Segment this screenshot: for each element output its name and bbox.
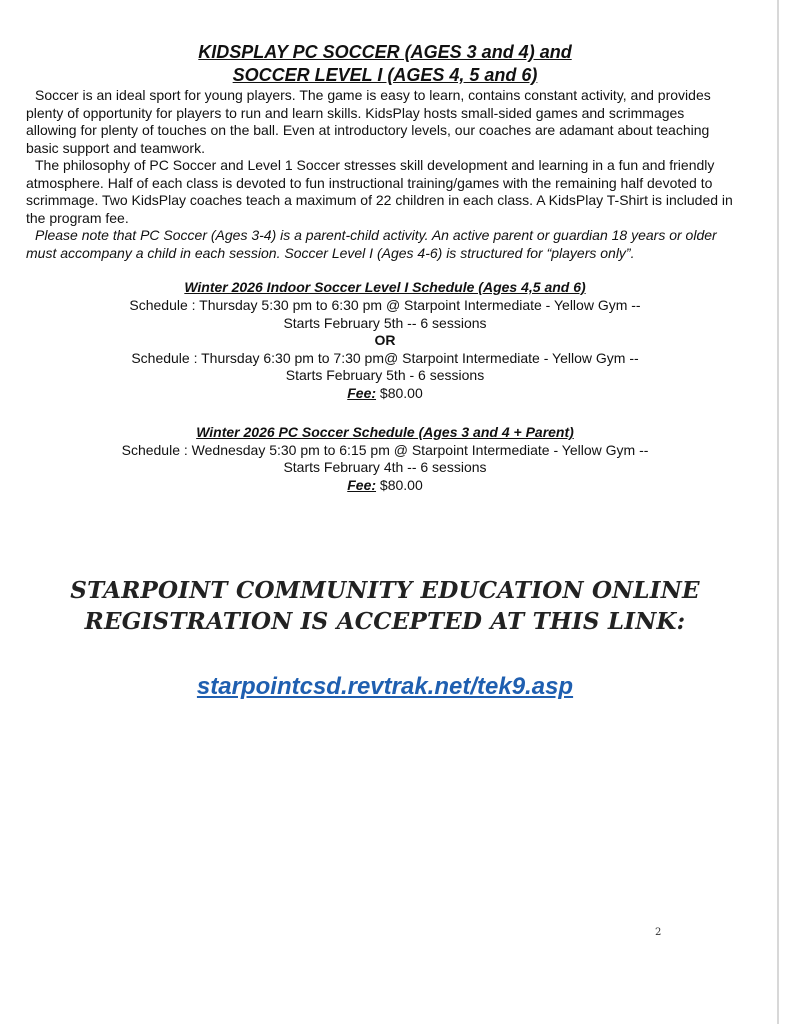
schedule-1-title: Winter 2026 Indoor Soccer Level I Schedule (Ages 4,5 and 6) [184,279,586,295]
schedule-1-option-1-line-1: Schedule : Thursday 5:30 pm to 6:30 pm @ Starpoint Intermediate - Yellow Gym -- [129,297,641,313]
schedule-2-title: Winter 2026 PC Soccer Schedule (Ages 3 and 4 + Parent) [196,424,574,440]
schedule-1-or-label: OR [374,332,396,348]
intro-paragraph: Soccer is an ideal sport for young players. The game is easy to learn, contains constant activity, and provides plenty of opportunity for players to run and learn skills. KidsPlay hosts small-sided games and scrimmages allowing for plenty of touches on the ball. Even at introductory levels, our coaches are adamant about teaching basic support and teamwork. [26,87,711,156]
schedule-1-fee-value: $80.00 [379,385,423,401]
registration-heading-line-2: REGISTRATION IS ACCEPTED AT THIS LINK: [84,608,686,635]
page-edge-line [777,0,779,1024]
schedule-1-option-2-line-2: Starts February 5th - 6 sessions [285,367,485,383]
page-number: 2 [655,927,662,938]
schedule-2-line-1: Schedule : Wednesday 5:30 pm to 6:15 pm @ Starpoint Intermediate - Yellow Gym -- [121,442,649,458]
registration-heading-line-1: STARPOINT COMMUNITY EDUCATION ONLINE [70,577,700,604]
schedule-1-option-1-line-2: Starts February 5th -- 6 sessions [283,315,487,331]
schedule-2-fee [0,477,770,495]
parent-note-paragraph: Please note that PC Soccer (Ages 3-4) is a parent-child activity. An active parent or guardian 18 years or older must accompany a child in each session. Soccer Level I (Ages 4-6) is structured for “players only”. [26,227,717,261]
schedule-1-option-2-line-1: Schedule : Thursday 6:30 pm to 7:30 pm@ Starpoint Intermediate - Yellow Gym -- [131,350,639,366]
title-line-2: SOCCER LEVEL I (AGES 4, 5 and 6) [232,65,538,85]
schedule-1-fee-label: Fee: [347,385,377,401]
schedule-2-fee-label: Fee: [347,477,377,493]
schedule-2-line-2: Starts February 4th -- 6 sessions [283,459,487,475]
schedule-1-fee [0,385,770,403]
schedule-2-fee-value: $80.00 [379,477,423,493]
registration-link[interactable]: starpointcsd.revtrak.net/tek9.asp [196,673,574,700]
title-line-1: KIDSPLAY PC SOCCER (AGES 3 and 4) and [198,42,572,62]
philosophy-paragraph: The philosophy of PC Soccer and Level 1 Soccer stresses skill development and learning in a fun and friendly atmosphere. Half of each class is devoted to fun instructional training/games with the remaining half devoted to scrimmage. Two KidsPlay coaches teach a maximum of 22 children in each class. A KidsPlay T-Shirt is included in the program fee. [26,157,733,226]
